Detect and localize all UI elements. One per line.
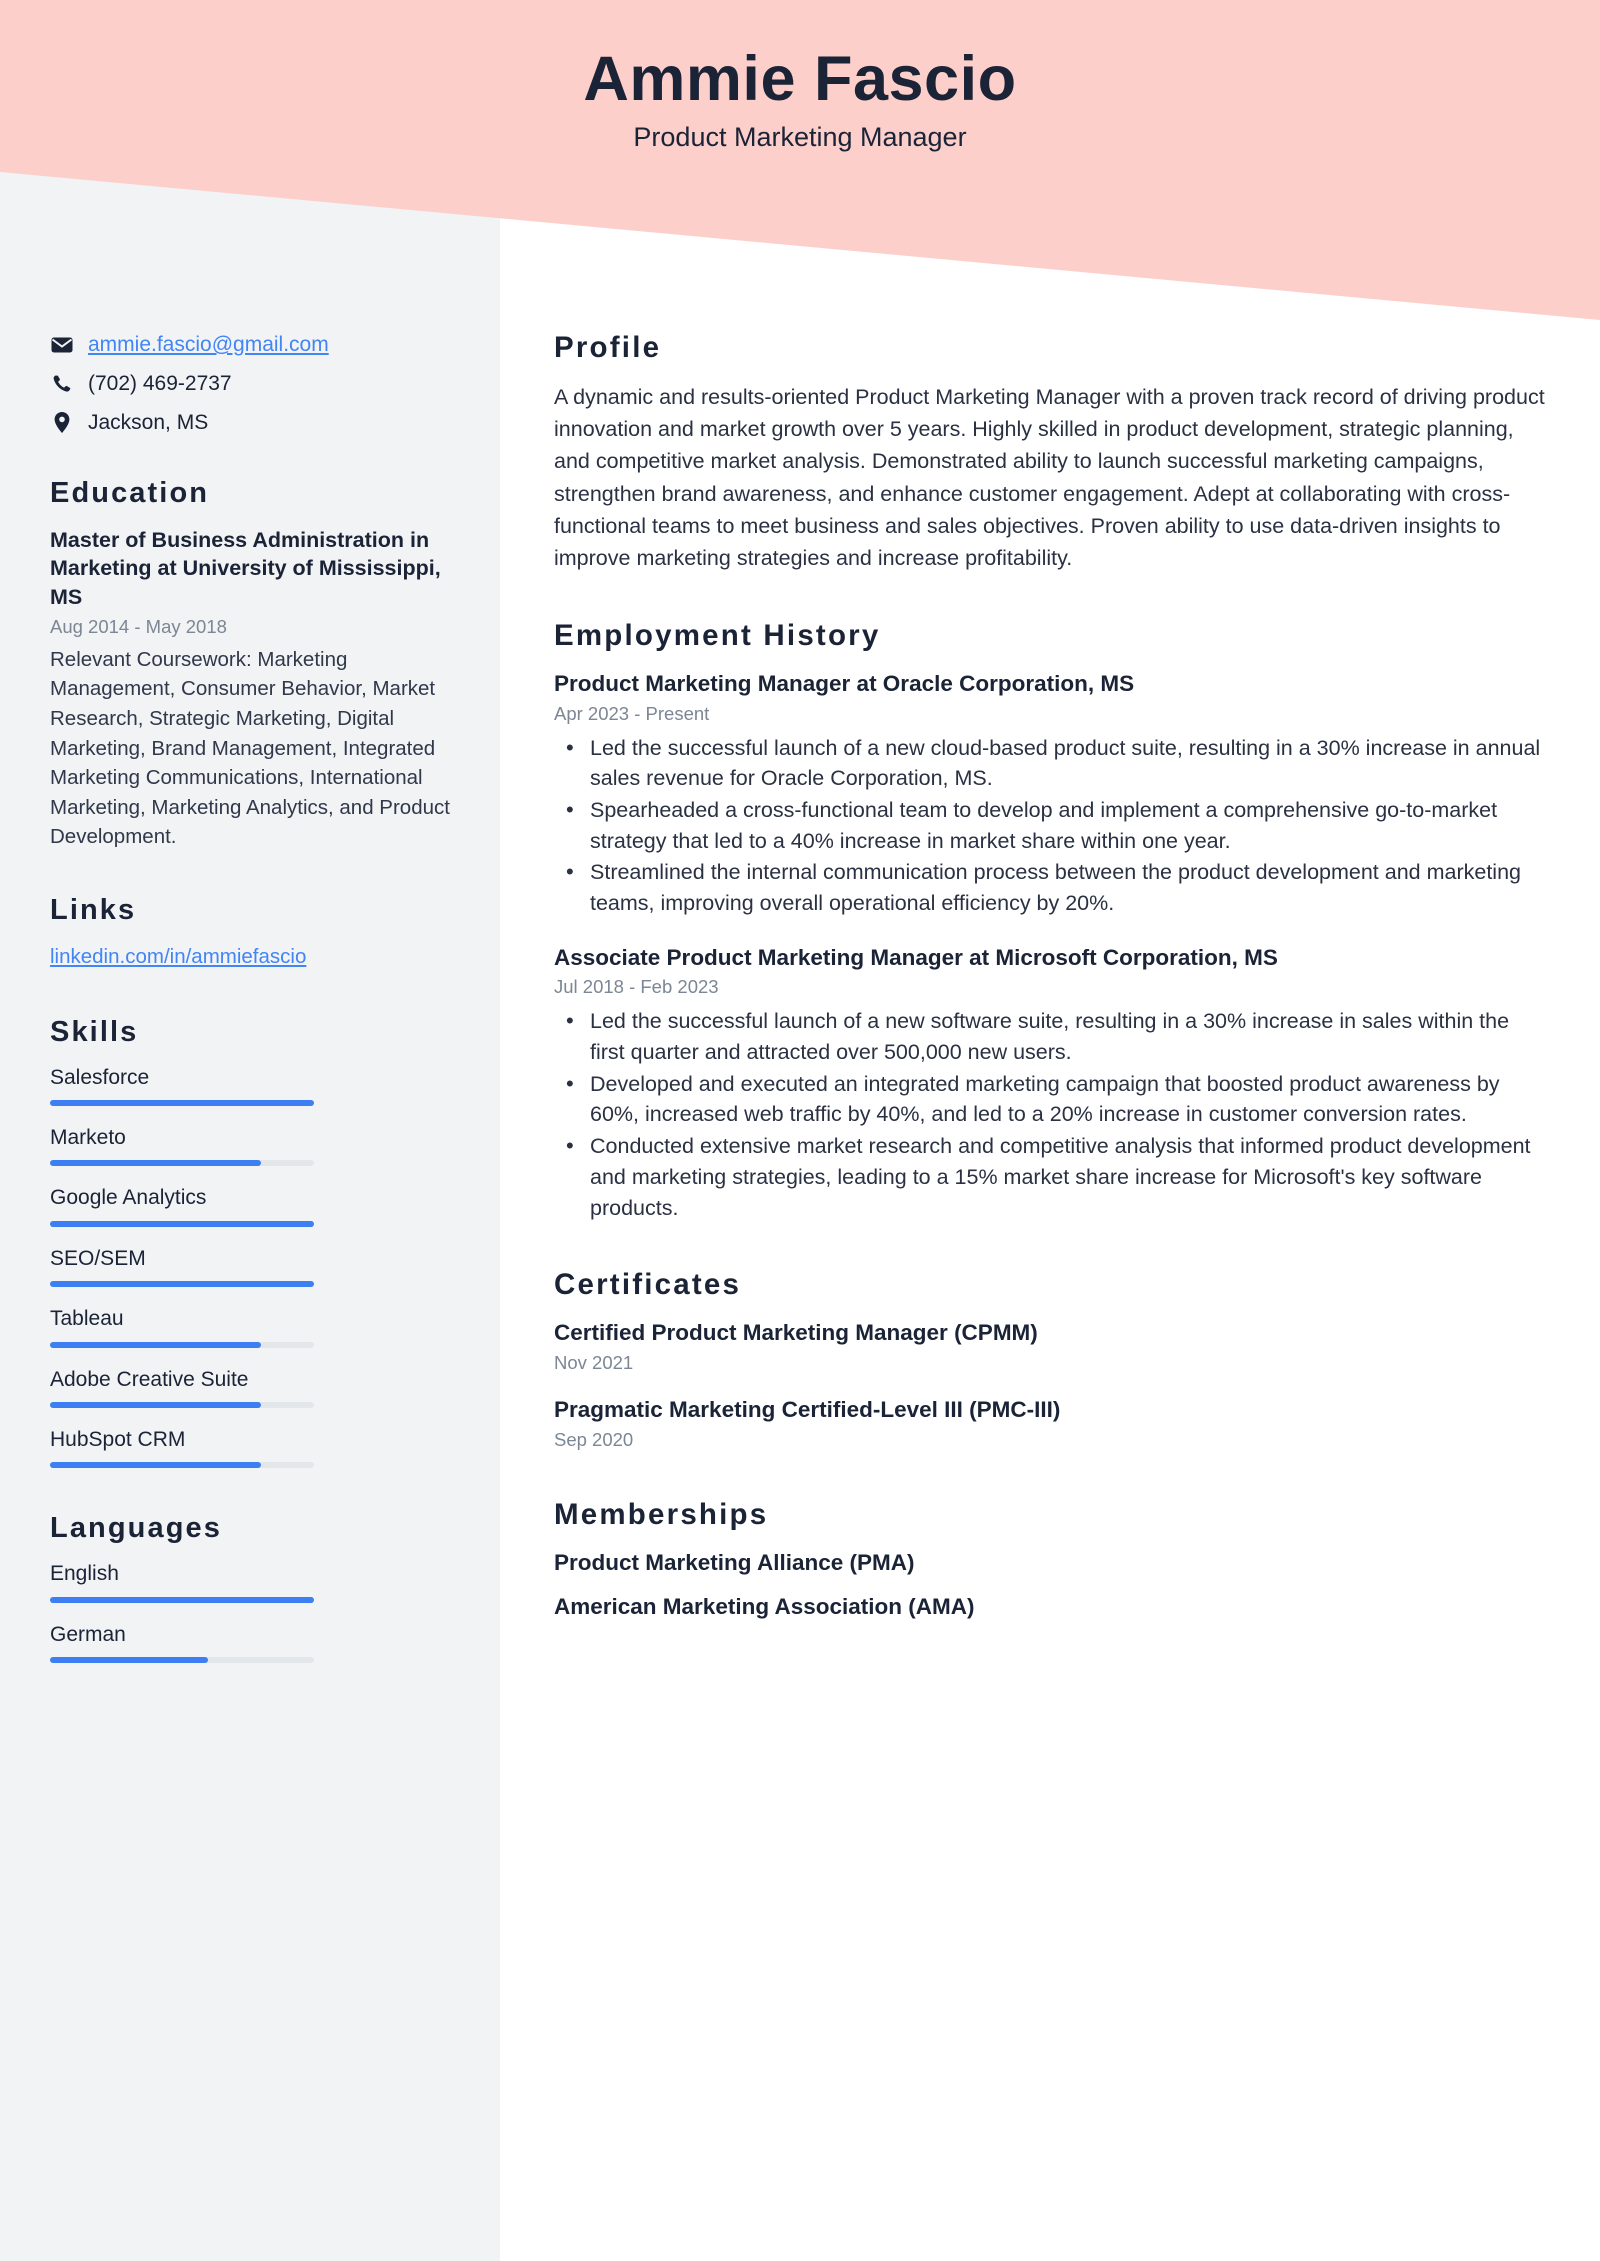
skills-section <box>50 1014 464 1469</box>
skill-track <box>50 1462 314 1468</box>
contact-phone-value: (702) 469-2737 <box>88 371 232 395</box>
skill-row <box>50 1305 464 1347</box>
links-section <box>50 892 464 972</box>
certificate-date: Sep 2020 <box>554 1428 634 1450</box>
phone-icon <box>50 373 74 395</box>
skill-fill <box>50 1221 314 1227</box>
contact-row-email <box>50 330 464 360</box>
certificate-date: Nov 2021 <box>554 1351 634 1373</box>
skill-label: HubSpot CRM <box>50 1427 186 1451</box>
certificate-entry <box>554 1318 1548 1375</box>
skill-label: Marketo <box>50 1126 126 1150</box>
education-section <box>50 475 464 851</box>
job-bullets <box>554 1006 1548 1223</box>
candidate-job-title: Product Marketing Manager <box>633 121 967 152</box>
employment-section <box>554 618 1548 1223</box>
skill-fill <box>50 1462 261 1468</box>
contact-row-location <box>50 408 464 438</box>
language-track <box>50 1597 314 1603</box>
job-bullets <box>554 733 1548 919</box>
skill-track <box>50 1221 314 1227</box>
skill-row <box>50 1124 464 1166</box>
membership-entry <box>554 1548 1548 1578</box>
education-degree: Master of Business Administration in Marketing at University of Mississippi, MS <box>50 527 441 610</box>
skill-track <box>50 1342 314 1348</box>
memberships-heading: Memberships <box>554 1497 769 1531</box>
job-entry <box>554 943 1548 1223</box>
certificate-title: Pragmatic Marketing Certified-Level III (PMC-III) <box>554 1397 1061 1423</box>
location-pin-icon <box>50 412 74 434</box>
job-dates: Jul 2018 - Feb 2023 <box>554 976 719 998</box>
membership-title: Product Marketing Alliance (PMA) <box>554 1549 915 1575</box>
job-entry <box>554 669 1548 919</box>
skill-label: Adobe Creative Suite <box>50 1367 249 1391</box>
job-bullet: • Developed and executed an integrated marketing campaign that boosted product awareness by 60%, increased web traffic by 40%, and led to a 20% increase in customer conversion rates. <box>588 1069 1548 1130</box>
languages-section <box>50 1510 464 1663</box>
language-row <box>50 1621 464 1663</box>
skill-fill <box>50 1100 314 1106</box>
skill-label: Google Analytics <box>50 1186 207 1210</box>
skill-fill <box>50 1342 261 1348</box>
job-title: Product Marketing Manager at Oracle Corporation, MS <box>554 671 1135 697</box>
language-track <box>50 1657 314 1663</box>
skill-track <box>50 1160 314 1166</box>
job-title: Associate Product Marketing Manager at Microsoft Corporation, MS <box>554 944 1278 970</box>
language-row <box>50 1560 464 1602</box>
skill-track <box>50 1281 314 1287</box>
profile-text: A dynamic and results-oriented Product Marketing Manager with a proven track record of driving product innovation and market growth over 5 years. Highly skilled in product development, strategic planning, and competitive market analysis. Demonstrated ability to launch successful marketing campaigns, strengthen brand awareness, and enhance customer engagement. Adept at collaborating with cross-functional teams to meet business and sales objectives. Proven ability to use data-driven insights to improve marketing strategies and increase profitability. <box>554 384 1545 571</box>
skill-row <box>50 1426 464 1468</box>
links-heading: Links <box>50 893 137 926</box>
certificate-entry <box>554 1395 1548 1452</box>
skill-fill <box>50 1402 261 1408</box>
employment-heading: Employment History <box>554 619 881 653</box>
profile-heading: Profile <box>554 331 662 364</box>
skill-row <box>50 1184 464 1226</box>
contact-email-link[interactable]: ammie.fascio@gmail.com <box>88 333 329 356</box>
candidate-name: Ammie Fascio <box>583 44 1017 114</box>
job-bullet: • Spearheaded a cross-functional team to develop and implement a comprehensive go-to-market strategy that led to a 40% increase in market share within one year. <box>588 795 1548 856</box>
job-dates: Apr 2023 - Present <box>554 702 710 724</box>
skill-row <box>50 1245 464 1287</box>
education-heading: Education <box>50 477 210 510</box>
membership-title: American Marketing Association (AMA) <box>554 1593 975 1619</box>
certificate-title: Certified Product Marketing Manager (CPMM) <box>554 1320 1038 1346</box>
envelope-icon <box>50 334 74 356</box>
contact-row-phone <box>50 369 464 399</box>
skill-track <box>50 1100 314 1106</box>
memberships-section <box>554 1497 1548 1623</box>
contact-list <box>50 330 464 437</box>
education-dates: Aug 2014 - May 2018 <box>50 616 227 638</box>
language-fill <box>50 1597 314 1603</box>
skill-track <box>50 1402 314 1408</box>
skill-row <box>50 1366 464 1408</box>
job-bullet: • Streamlined the internal communication process between the product development and marketing teams, improving overall operational efficiency by 20%. <box>588 857 1548 918</box>
link-item-linkedin[interactable]: linkedin.com/in/ammiefascio <box>50 944 307 968</box>
education-description: Relevant Coursework: Marketing Management, Consumer Behavior, Market Research, Strategic Marketing, Digital Marketing, Brand Management, Integrated Marketing Communications, International Marketing, Marketing Analytics, and Product Development. <box>50 647 450 849</box>
skills-heading: Skills <box>50 1015 139 1048</box>
profile-section <box>554 330 1548 574</box>
certificates-heading: Certificates <box>554 1268 742 1302</box>
sidebar <box>0 0 500 1721</box>
languages-heading: Languages <box>50 1512 222 1545</box>
skill-label: SEO/SEM <box>50 1246 146 1270</box>
job-bullet: • Led the successful launch of a new cloud-based product suite, resulting in a 30% increase in annual sales revenue for Oracle Corporation, MS. <box>588 733 1548 794</box>
skill-label: Salesforce <box>50 1065 150 1089</box>
skill-row <box>50 1064 464 1106</box>
skill-fill <box>50 1160 261 1166</box>
membership-entry <box>554 1592 1548 1622</box>
skill-label: Tableau <box>50 1307 124 1331</box>
contact-location-value: Jackson, MS <box>88 410 209 434</box>
certificates-section <box>554 1267 1548 1452</box>
skill-fill <box>50 1281 314 1287</box>
job-bullet: • Conducted extensive market research and competitive analysis that informed product development and marketing strategies, leading to a 15% market share increase for Microsoft's key software products. <box>588 1131 1548 1223</box>
language-fill <box>50 1657 208 1663</box>
job-bullet: • Led the successful launch of a new software suite, resulting in a 30% increase in sales within the first quarter and attracted over 500,000 new users. <box>588 1006 1548 1067</box>
language-label: German <box>50 1622 126 1646</box>
language-label: English <box>50 1562 119 1586</box>
